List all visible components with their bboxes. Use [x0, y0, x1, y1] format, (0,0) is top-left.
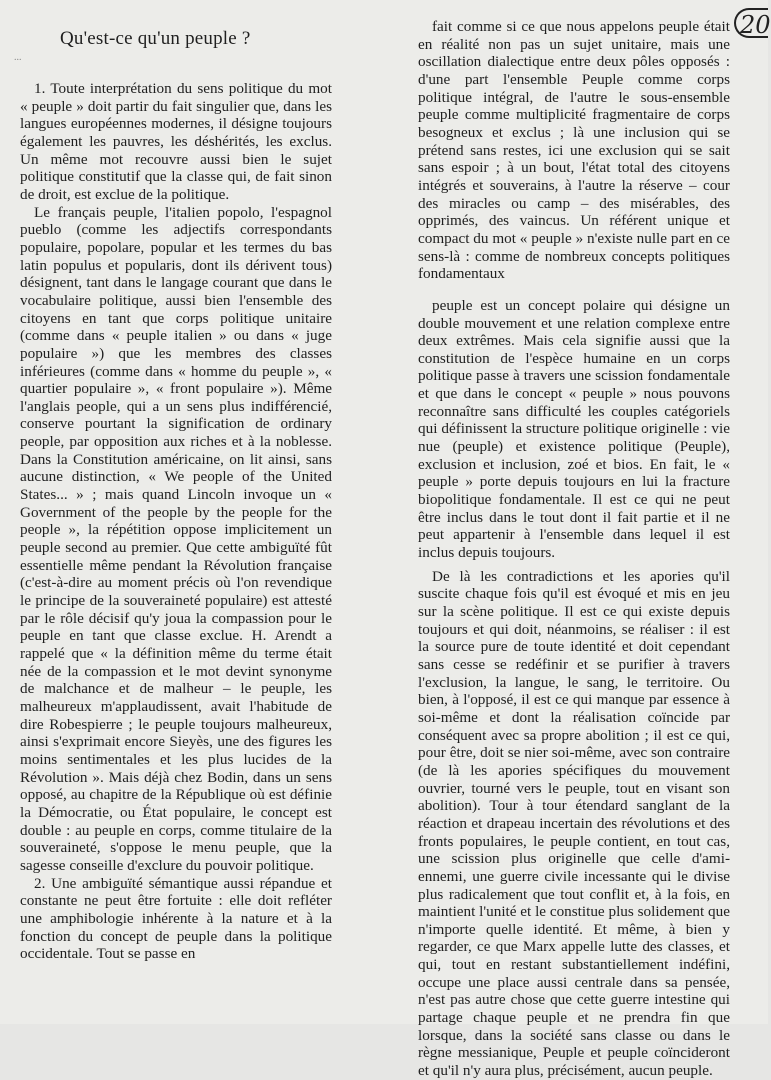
paragraph-5: peuple est un concept polaire qui désigne un double mouvement et une relation complexe entre deux extrêmes. Mais cela signifie aussi que la constitution de l'espèce humaine en un corps politique passe à travers une scission fondamentale et que dans le concept « peuple » nous pouvons reconnaître sans difficulté les couples catégoriels qui définissent la structure politique originelle : vie nue (peuple) et existence politique (Peuple), exclusion et inclusion, zoé et bios. En fait, le « peuple » porte depuis toujours en lui la fracture biopolitique fondamentale. Il est ce qui ne peut être inclus dans le tout dont il fait partie et il ne peut appartenir à l'ensemble dans lequel il est inclus depuis toujours.: [418, 296, 730, 562]
corner-mark: ...: [14, 52, 22, 63]
paragraph-3: 2. Une ambiguïté sémantique aussi répandue et constante ne peut être fortuite : elle doit refléter une amphibologie inhérente à la nature et à la fonction du concept de peuple dans la politique occidentale. Tout se passe en: [20, 874, 332, 963]
page-title: Qu'est-ce qu'un peuple ?: [60, 28, 251, 49]
right-column: [418, 18, 730, 1080]
page-number: 20: [734, 8, 768, 38]
left-column: [20, 80, 332, 963]
paragraph-gap: [418, 283, 730, 297]
paragraph-1: 1. Toute interprétation du sens politique du mot « peuple » doit partir du fait singulier que, dans les langues européennes modernes, il désigne toujours également les pauvres, les déshérités, les exclus. Un même mot recouvre aussi bien le sujet politique constitutif que la classe qui, de fait sinon de droit, est exclue de la politique.: [20, 80, 332, 203]
paragraph-4: fait comme si ce que nous appelons peuple était en réalité non pas un sujet unitaire, mais une oscillation dialectique entre deux pôles opposés : d'une part l'ensemble Peuple comme corps politique intégral, de l'autre le sous-ensemble peuple comme multiplicité fragmentaire de corps besogneux et exclus ; là une inclusion qui se prétend sans restes, ici une exclusion qui se sait sans espoir ; à un bout, l'état total des citoyens intégrés et souverains, à l'autre la réserve – cour des miracles ou camp – des misérables, des opprimés, des vaincus. Un référent unique et compact du mot « peuple » n'existe nulle part en ce sens-là : comme de nombreux concepts politiques fondamentaux: [418, 18, 730, 283]
paragraph-6: De là les contradictions et les apories qu'il suscite chaque fois qu'il est évoqué et mis en jeu sur la scène politique. Il est ce qui existe depuis toujours et qui doit, néanmoins, se réaliser : il est la source pure de toute identité et doit cependant sans cesse se redéfinir et se purifier à travers l'exclusion, la langue, le sang, le territoire. Ou bien, à l'opposé, il est ce qui manque par essence à soi-même et dont la réalisation coïncide par conséquent avec sa propre abolition ; il est ce qui, pour être, doit se nier soi-même, avec son contraire (de là les apories spécifiques du mouvement ouvrier, tourné vers le peuple, tout en visant son abolition). Tour à tour étendard sanglant de la réaction et drapeau incertain des révolutions et des fronts populaires, le peuple contient, en tout cas, une scission plus originelle que celle d'ami-ennemi, une guerre civile incessante qui le divise plus radicalement que tout conflit et, à la fois, en maintient l'unité et le constitue plus solidement que n'importe quelle identité. Et même, à bien y regarder, ce que Marx appelle lutte des classes, et qui, tout en restant substantiellement indéfini, occupe une place aussi centrale dans sa pensée, n'est pas autre chose que cette guerre intestine qui partage chaque peuple et ne prendra fin que lorsque, dans la société sans classe ou dans le règne messianique, Peuple et peuple coïncideront et qu'il n'y aura plus, précisément, aucun peuple.: [418, 567, 730, 1080]
paragraph-2: Le français peuple, l'italien popolo, l'espagnol pueblo (comme les adjectifs correspondants populaire, popolare, popular et les termes du bas latin populus et popularis, dont ils dérivent tous) désignent, tant dans le langage courant que dans le vocabulaire politique, aussi bien l'ensemble des citoyens en tant que corps politique unitaire (comme dans « peuple italien » ou dans « juge populaire ») que les membres des classes inférieures (comme dans « homme du peuple », « quartier populaire », « front populaire »). Même l'anglais people, qui a un sens plus indifférencié, conserve pourtant la signification de ordinary people, par opposition aux riches et à la noblesse. Dans la Constitution américaine, on lit ainsi, sans aucune distinction, « We people of the United States... » ; mais quand Lincoln invoque un « Government of the people by the people for the people », la répétition oppose implicitement un peuple second au premier. Que cette ambiguïté fût essentielle même pendant la Révolution française (c'est-à-dire au moment précis où l'on revendique le principe de la souveraineté populaire) est attesté par le rôle décisif qu'y joua la compassion pour le peuple en tant que classe exclue. H. Arendt a rappelé que « la définition même du terme était née de la compassion et le mot devint synonyme de malchance et de malheur – le peuple, les malheureux m'applaudissent, avait l'habitude de dire Robespierre ; le peuple toujours malheureux, ainsi s'exprimait encore Sieyès, une des figures les moins sentimentales et les plus lucides de la Révolution ». Mais déjà chez Bodin, dans un sens opposé, au chapitre de la République où est définie la Démocratie, ou État populaire, le concept est double : au peuple en corps, comme titulaire de la souveraineté, s'oppose le menu peuple, que la sagesse conseille d'exclure du pouvoir politique.: [20, 203, 332, 874]
